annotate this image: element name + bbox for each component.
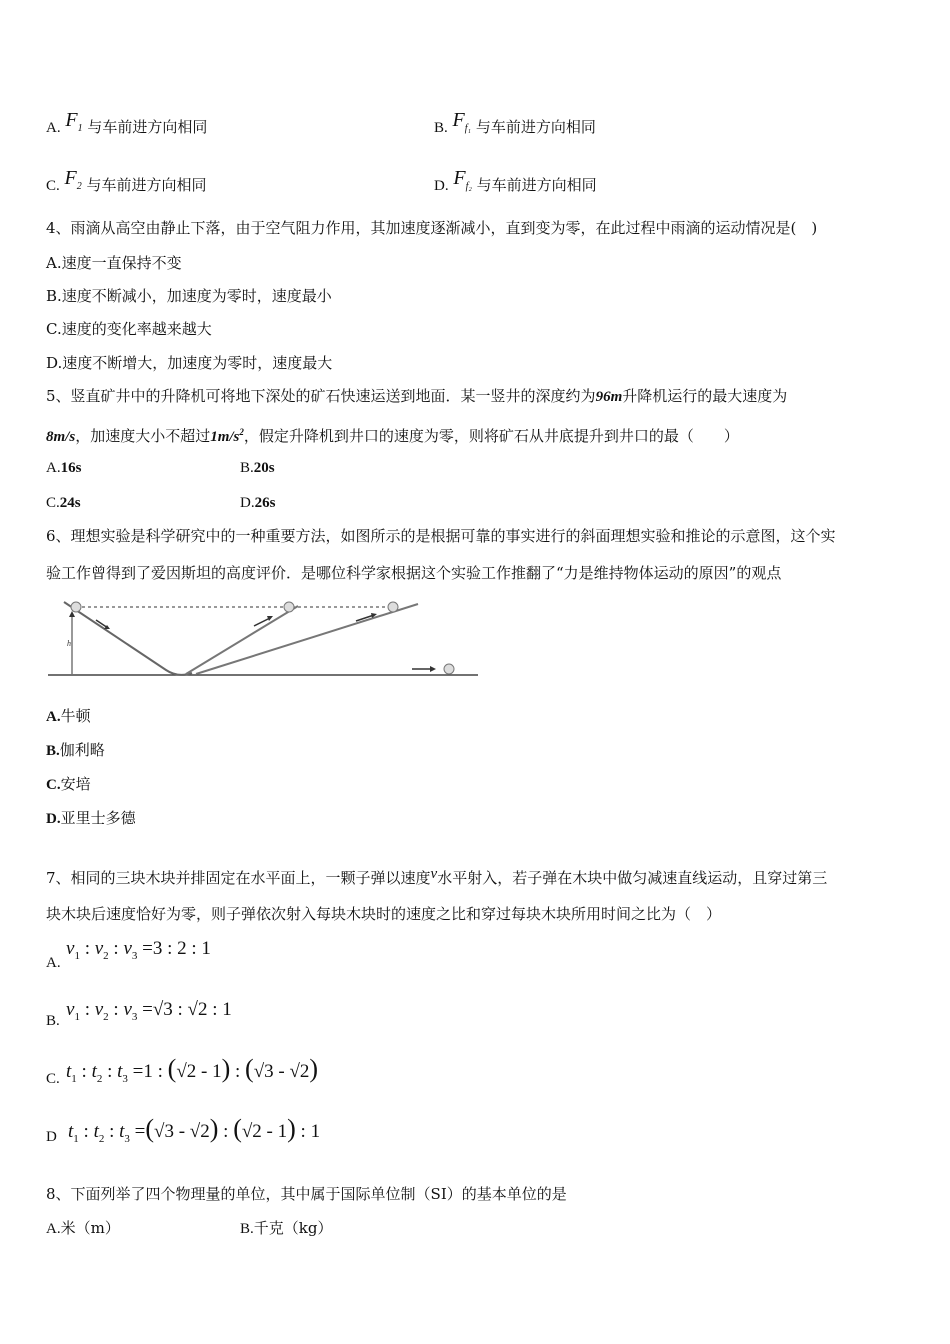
q4-option-c: C.速度的变化率越来越大 (46, 320, 212, 338)
q5-option-b: B.20s (240, 460, 275, 476)
ball-gentle (388, 602, 398, 612)
gentle-right-slope (196, 604, 418, 674)
q5-stem-line2: 8m/s，加速度大小不超过$1m/s^2$，假定升降机到井口的速度为零，则将矿石从井底提升到井口的最（ ） (46, 427, 739, 445)
q8-stem: 8、下面列举了四个物理量的单位，其中属于国际单位制（SI）的基本单位的是 (46, 1185, 567, 1203)
q5-option-c: C.24s (46, 495, 81, 511)
option-text: 与车前进方向相同 (475, 118, 596, 136)
option-text: 与车前进方向相同 (86, 176, 207, 194)
force-symbol: $F_2$ (64, 167, 82, 192)
q8-option-a: A.米（m） (46, 1219, 120, 1237)
q3-option-d (434, 167, 597, 203)
q6-stem-line1: 6、理想实验是科学研究中的一种重要方法，如图所示的是根据可靠的事实进行的斜面理想实验和推论的示意图，这个实 (46, 527, 836, 545)
ball-steep (284, 602, 294, 612)
q6-option-d: D.亚里士多德 (46, 809, 136, 827)
option-letter: B. (434, 120, 448, 136)
q3-option-a (46, 109, 208, 145)
q7-option-b-formula: $v_1$ : $v_2$ : $v_3 =√3$ : √2 : 1 (66, 999, 232, 1023)
q4-option-b: B.速度不断减小，加速度为零时，速度最小 (46, 287, 332, 305)
q6-option-c: C.安培 (46, 775, 91, 793)
q7-option-d-formula: $t_1$ : $t_2$ : $t_3 =(√3 - √2)$ : (√2 - 1) : 1 (68, 1114, 321, 1145)
force-symbol: $F_{f_1}$ (452, 109, 472, 134)
option-text: 与车前进方向相同 (476, 176, 597, 194)
q3-option-c (46, 167, 207, 203)
q6-option-b: B.伽利略 (46, 741, 105, 759)
q7-stem-line1: 7、相同的三块木块并排固定在水平面上，一颗子弹以速度v水平射入，若子弹在木块中做匀减速直线运动，且穿过第三 (46, 866, 828, 887)
option-letter: A. (46, 120, 61, 136)
force-symbol: $F_1$ (65, 109, 83, 134)
q7-stem-line2: 块木块后速度恰好为零，则子弹依次射入每块木块时的速度之比和穿过每块木块所用时间之比为（ ） (46, 905, 722, 923)
q6-stem-line2: 验工作曾得到了爱因斯坦的高度评价．是哪位科学家根据这个实验工作推翻了“力是维持物体运动的原因”的观点 (46, 564, 782, 582)
q4-option-d: D.速度不断增大，加速度为零时，速度最大 (46, 354, 333, 372)
option-text: 与车前进方向相同 (87, 118, 208, 136)
inclined-plane-figure (46, 598, 480, 682)
q7-option-c-letter: C. (46, 1071, 60, 1087)
q5-stem-line1: 5、竖直矿井中的升降机可将地下深处的矿石快速运送到地面．某一竖井的深度约为96m升降机运行的最大速度为 (46, 387, 788, 405)
q7-option-b-letter: B. (46, 1013, 60, 1029)
option-letter: C. (46, 178, 60, 194)
q3-option-b (434, 109, 596, 145)
q8-option-b: B.千克（kg） (240, 1219, 333, 1237)
q5-option-a: A.16s (46, 460, 82, 476)
q7-option-c-formula: $t_1$ : $t_2$ : $t_3 =1$ : (√2 - 1) : (√3 - √2) (66, 1054, 319, 1085)
depth-value: 96m (595, 389, 623, 405)
q4-option-a: A.速度一直保持不变 (46, 254, 182, 272)
q4-stem: 4、雨滴从高空由静止下落，由于空气阻力作用，其加速度逐渐减小，直到变为零，在此过程中雨滴的运动情况是( ) (46, 219, 818, 237)
option-letter: D. (434, 178, 449, 194)
left-slope (64, 602, 192, 675)
force-symbol: $F_{f_2}$ (453, 167, 472, 192)
ball-start (71, 602, 81, 612)
q7-option-a-letter: A. (46, 955, 61, 971)
speed-value: 8m/s (46, 429, 76, 445)
q7-option-a-formula: $v_1$ : $v_2$ : $v_3 =3$ : 2 : 1 (66, 938, 211, 962)
velocity-symbol: v (430, 866, 438, 882)
height-label: h (67, 639, 71, 648)
q6-option-a: A.牛顿 (46, 707, 91, 725)
steep-right-slope (186, 606, 298, 674)
q7-option-d-letter: D (46, 1129, 57, 1145)
accel-value: $1m/s^2$ (210, 427, 244, 445)
ball-ground (444, 664, 454, 674)
q5-option-d: D.26s (240, 495, 276, 511)
